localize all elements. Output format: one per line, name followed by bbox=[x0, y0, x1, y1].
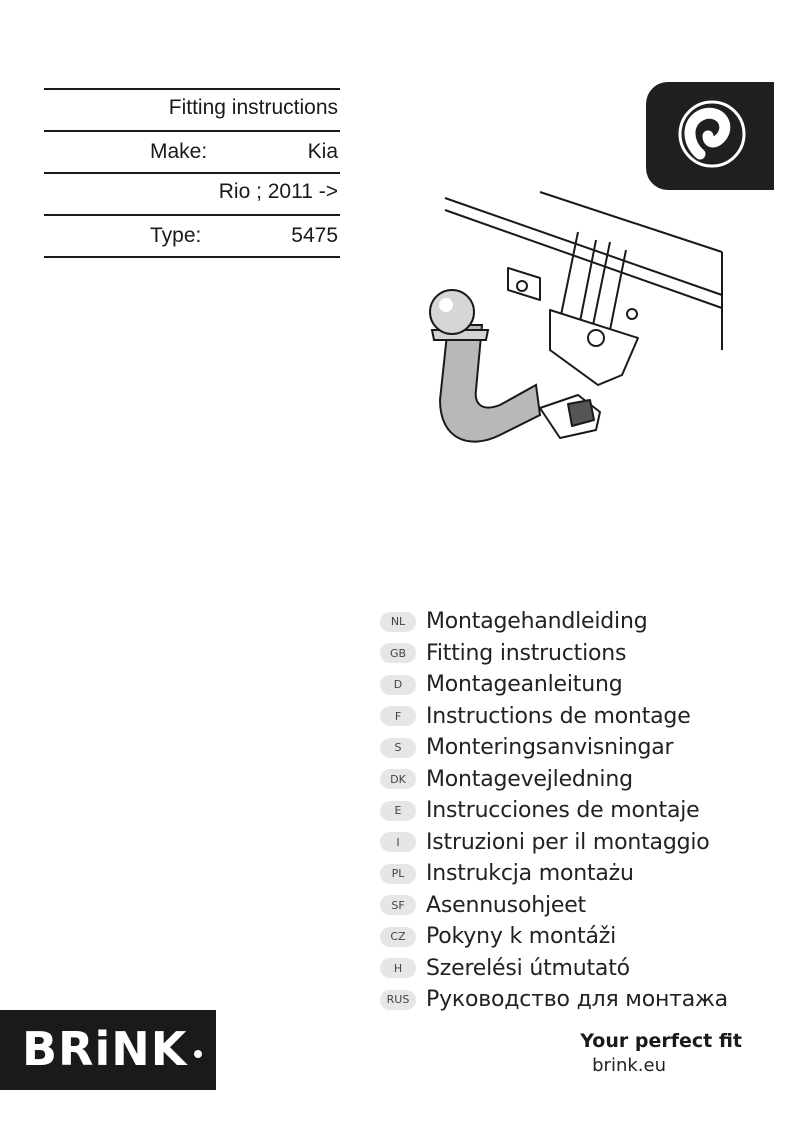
language-name: Monteringsanvisningar bbox=[426, 735, 674, 761]
title-row bbox=[44, 88, 340, 130]
language-name: Руководство для монтажа bbox=[426, 987, 728, 1013]
list-item bbox=[380, 827, 728, 859]
language-name: Szerelési útmutató bbox=[426, 955, 630, 981]
language-code: NL bbox=[380, 612, 416, 632]
language-code: I bbox=[380, 832, 416, 852]
list-item bbox=[380, 606, 728, 638]
language-code: CZ bbox=[380, 927, 416, 947]
language-code: RUS bbox=[380, 990, 416, 1010]
list-item bbox=[380, 795, 728, 827]
brand-logo-dot bbox=[194, 1050, 202, 1058]
language-code: D bbox=[380, 675, 416, 695]
type-label: Type: bbox=[150, 224, 202, 247]
language-code: SF bbox=[380, 895, 416, 915]
language-name: Montagevejledning bbox=[426, 766, 633, 792]
list-item bbox=[380, 858, 728, 890]
type-row bbox=[44, 214, 340, 258]
language-name: Instrukcja montażu bbox=[426, 861, 634, 887]
brand-tagline: Your perfect fit bbox=[580, 1030, 742, 1052]
language-name: Pokyny k montáži bbox=[426, 924, 617, 950]
detachable-towbar-icon bbox=[646, 82, 774, 190]
language-code: DK bbox=[380, 769, 416, 789]
model-value: Rio ; 2011 -> bbox=[218, 180, 338, 203]
language-name: Instrucciones de montaje bbox=[426, 798, 700, 824]
document-title: Fitting instructions bbox=[168, 96, 338, 119]
model-row bbox=[44, 172, 340, 214]
list-item bbox=[380, 701, 728, 733]
list-item bbox=[380, 921, 728, 953]
language-name: Fitting instructions bbox=[426, 640, 627, 666]
language-code: GB bbox=[380, 643, 416, 663]
list-item bbox=[380, 638, 728, 670]
list-item bbox=[380, 890, 728, 922]
make-value: Kia bbox=[307, 140, 338, 163]
list-item bbox=[380, 764, 728, 796]
brand-logo bbox=[0, 1010, 216, 1090]
language-name: Instructions de montage bbox=[426, 703, 691, 729]
make-label: Make: bbox=[150, 140, 208, 163]
list-item bbox=[380, 669, 728, 701]
make-row bbox=[44, 130, 340, 172]
language-code: F bbox=[380, 706, 416, 726]
language-name: Asennusohjeet bbox=[426, 892, 586, 918]
list-item bbox=[380, 732, 728, 764]
language-name: Istruzioni per il montaggio bbox=[426, 829, 710, 855]
language-list bbox=[380, 606, 728, 1016]
language-code: E bbox=[380, 801, 416, 821]
vehicle-info-table bbox=[44, 88, 340, 258]
towbar-illustration bbox=[400, 190, 740, 470]
list-item bbox=[380, 984, 728, 1016]
language-code: H bbox=[380, 958, 416, 978]
language-name: Montageanleitung bbox=[426, 672, 623, 698]
brand-logo-text: BRiNK bbox=[22, 1022, 188, 1076]
language-code: PL bbox=[380, 864, 416, 884]
language-code: S bbox=[380, 738, 416, 758]
brand-website[interactable]: brink.eu bbox=[592, 1055, 666, 1076]
language-name: Montagehandleiding bbox=[426, 609, 648, 635]
list-item bbox=[380, 953, 728, 985]
type-value: 5475 bbox=[291, 224, 338, 247]
